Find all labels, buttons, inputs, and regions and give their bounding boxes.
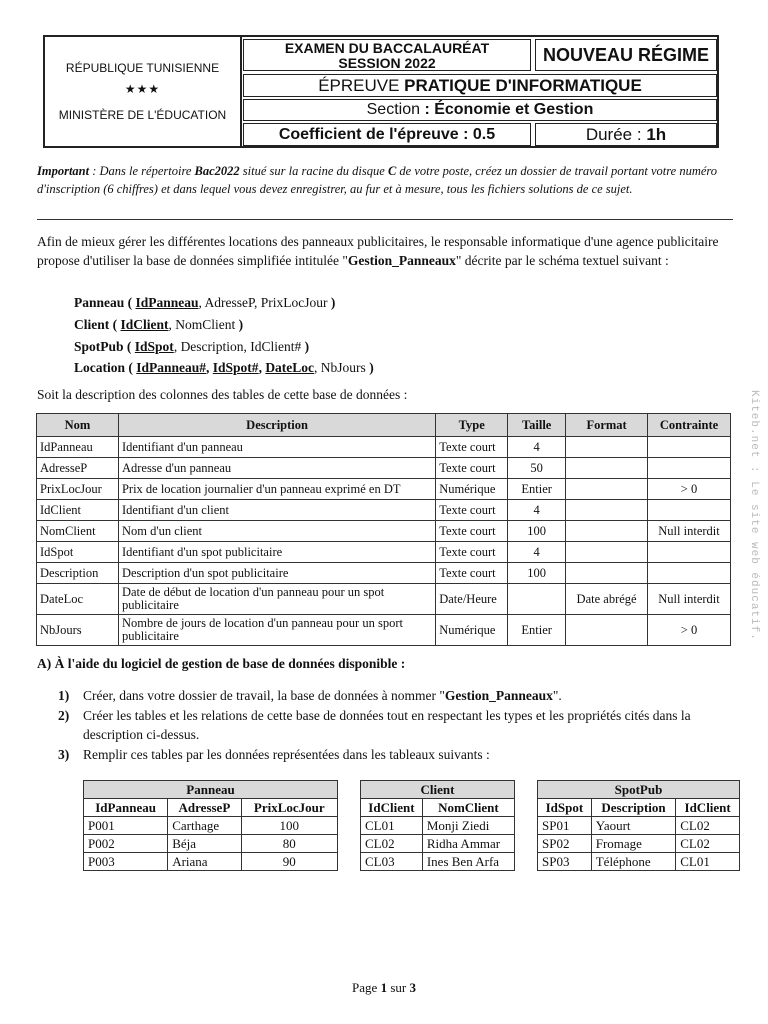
column-header: IdClient bbox=[676, 799, 740, 817]
table-cell: SP02 bbox=[538, 835, 592, 853]
coef-label: Coefficient de l'épreuve : bbox=[278, 126, 473, 143]
task-text: Créer, dans votre dossier de travail, la base de données à nommer " bbox=[83, 688, 445, 703]
epreuve-prefix: ÉPREUVE bbox=[318, 76, 405, 95]
schema-spotpub bbox=[74, 339, 309, 355]
schema-close: ) bbox=[369, 360, 374, 375]
table-cell bbox=[566, 521, 648, 542]
exam-line-1: EXAMEN DU BACCALAURÉAT bbox=[284, 40, 490, 56]
table-header-row bbox=[37, 414, 731, 437]
page-footer bbox=[0, 980, 768, 996]
table-cell: 100 bbox=[508, 521, 566, 542]
schema-fields: , NomClient bbox=[168, 317, 239, 332]
task-text: Créer les tables et les relations de cette base de données tout en respectant les types et les propriétés cités dans la description ci-dessus. bbox=[83, 708, 691, 742]
task-text: Remplir ces tables par les données représentées dans les tableaux suivants : bbox=[83, 747, 490, 762]
table-cell: Nombre de jours de location d'un panneau pour un sport publicitaire bbox=[118, 615, 435, 646]
table-cell: Texte court bbox=[436, 437, 508, 458]
column-header: Description bbox=[591, 799, 676, 817]
task-bold: Gestion_Panneaux bbox=[444, 688, 553, 703]
duree-label: Durée : bbox=[585, 125, 647, 144]
column-header: IdPanneau bbox=[84, 799, 168, 817]
schema-fields: , Description, IdClient# bbox=[173, 339, 305, 354]
table-cell: Description d'un spot publicitaire bbox=[118, 563, 435, 584]
exam-session: SESSION 2022 bbox=[338, 55, 436, 71]
table-cell: Yaourt bbox=[591, 817, 676, 835]
client-data-table bbox=[360, 780, 515, 871]
table-row bbox=[538, 853, 740, 871]
exam-header bbox=[43, 35, 719, 148]
column-header: Format bbox=[566, 414, 648, 437]
table-cell: Identifiant d'un panneau bbox=[118, 437, 435, 458]
table-cell: Monji Ziedi bbox=[422, 817, 514, 835]
column-header: AdresseP bbox=[168, 799, 241, 817]
table-row bbox=[538, 817, 740, 835]
task-number: 3) bbox=[58, 747, 70, 762]
table-cell: Date de début de location d'un panneau pour un spot publicitaire bbox=[118, 584, 435, 615]
table-cell: 100 bbox=[508, 563, 566, 584]
schema-sep: , bbox=[258, 360, 266, 375]
table-row bbox=[361, 817, 515, 835]
table-title: Panneau bbox=[84, 781, 338, 799]
table-cell: CL02 bbox=[676, 817, 740, 835]
table-cell: NbJours bbox=[37, 615, 119, 646]
table-cell: 80 bbox=[241, 835, 337, 853]
table-cell: CL02 bbox=[676, 835, 740, 853]
important-note bbox=[37, 162, 733, 198]
schema-key: IdSpot# bbox=[212, 360, 259, 375]
table-cell: IdSpot bbox=[37, 542, 119, 563]
table-cell: > 0 bbox=[648, 479, 731, 500]
column-header: Description bbox=[118, 414, 435, 437]
table-cell: NomClient bbox=[37, 521, 119, 542]
task-text-end: ". bbox=[552, 688, 562, 703]
table-cell bbox=[648, 500, 731, 521]
table-row bbox=[37, 563, 731, 584]
table-row bbox=[37, 479, 731, 500]
schema-key: IdClient bbox=[120, 317, 169, 332]
column-header: IdClient bbox=[361, 799, 423, 817]
duree-value: 1h bbox=[646, 125, 667, 144]
table-row bbox=[84, 853, 338, 871]
table-row bbox=[361, 835, 515, 853]
table-cell bbox=[566, 458, 648, 479]
table-cell: IdPanneau bbox=[37, 437, 119, 458]
table-cell: Ines Ben Arfa bbox=[422, 853, 514, 871]
schema-table-name: Client ( bbox=[74, 317, 121, 332]
schema-fields: , NbJours bbox=[314, 360, 370, 375]
table-row bbox=[37, 542, 731, 563]
table-cell: Numérique bbox=[436, 615, 508, 646]
intro-text-1: Afin de mieux gérer les différentes locations des panneaux publicitaires, le responsable informatique d'une agence publicitaire propose d'utiliser la base de données simplifiée intitulée " bbox=[37, 234, 719, 268]
table-cell bbox=[648, 458, 731, 479]
schema-panneau bbox=[74, 295, 335, 311]
table-cell bbox=[648, 542, 731, 563]
table-cell: CL01 bbox=[676, 853, 740, 871]
table-cell: Texte court bbox=[436, 500, 508, 521]
table-cell: Null interdit bbox=[648, 584, 731, 615]
table-cell bbox=[566, 563, 648, 584]
table-cell: 50 bbox=[508, 458, 566, 479]
table-row bbox=[84, 817, 338, 835]
schema-client bbox=[74, 317, 243, 333]
epreuve-name: PRATIQUE D'INFORMATIQUE bbox=[404, 76, 642, 95]
folder-name: Bac2022 bbox=[194, 164, 240, 178]
schema-table-name: SpotPub ( bbox=[74, 339, 135, 354]
table-cell: Prix de location journalier d'un panneau exprimé en DT bbox=[118, 479, 435, 500]
spotpub-data-table bbox=[537, 780, 740, 871]
table-cell: Entier bbox=[508, 479, 566, 500]
db-name: Gestion_Panneaux bbox=[347, 253, 456, 268]
column-header: Contrainte bbox=[648, 414, 731, 437]
page-label: Page bbox=[352, 980, 381, 995]
important-label: Important bbox=[37, 164, 90, 178]
table-row bbox=[84, 835, 338, 853]
column-header: IdSpot bbox=[538, 799, 592, 817]
table-cell: Carthage bbox=[168, 817, 241, 835]
table-row bbox=[37, 437, 731, 458]
column-header: PrixLocJour bbox=[241, 799, 337, 817]
table-row bbox=[37, 584, 731, 615]
coefficient bbox=[243, 123, 531, 146]
table-cell: Entier bbox=[508, 615, 566, 646]
table-cell: AdresseP bbox=[37, 458, 119, 479]
table-cell: 100 bbox=[241, 817, 337, 835]
table-cell: CL02 bbox=[361, 835, 423, 853]
section-prefix: Section bbox=[366, 101, 425, 118]
table-cell: Null interdit bbox=[648, 521, 731, 542]
republic-label: RÉPUBLIQUE TUNISIENNE bbox=[65, 61, 220, 75]
table-cell: Fromage bbox=[591, 835, 676, 853]
exam-title bbox=[243, 39, 531, 71]
table-row bbox=[37, 615, 731, 646]
table-cell bbox=[648, 563, 731, 584]
table-cell: Adresse d'un panneau bbox=[118, 458, 435, 479]
ministry-block bbox=[45, 37, 242, 146]
table-cell: Béja bbox=[168, 835, 241, 853]
table-cell: Description bbox=[37, 563, 119, 584]
table-cell: Identifiant d'un spot publicitaire bbox=[118, 542, 435, 563]
column-header: Taille bbox=[508, 414, 566, 437]
table-cell bbox=[566, 542, 648, 563]
schema-close: ) bbox=[304, 339, 310, 354]
table-cell: Texte court bbox=[436, 458, 508, 479]
table-cell: PrixLocJour bbox=[37, 479, 119, 500]
column-header: Nom bbox=[37, 414, 119, 437]
ministry-label: MINISTÈRE DE L'ÉDUCATION bbox=[58, 108, 227, 122]
section-name: : Économie et Gestion bbox=[424, 101, 594, 118]
table-cell bbox=[648, 437, 731, 458]
table-cell: 4 bbox=[508, 542, 566, 563]
table-row bbox=[37, 458, 731, 479]
table-cell: Identifiant d'un client bbox=[118, 500, 435, 521]
important-text-1: : Dans le répertoire bbox=[89, 164, 195, 178]
table-cell: Numérique bbox=[436, 479, 508, 500]
schema-key: IdPanneau# bbox=[136, 360, 207, 375]
table-cell: SP01 bbox=[538, 817, 592, 835]
table-cell: Ridha Ammar bbox=[422, 835, 514, 853]
table-cell bbox=[566, 500, 648, 521]
schema-close: ) bbox=[330, 295, 336, 310]
section-a-title: A) À l'aide du logiciel de gestion de base de données disponible : bbox=[37, 656, 406, 671]
intro-text-2: " décrite par le schéma textuel suivant : bbox=[455, 253, 669, 268]
table-row bbox=[37, 521, 731, 542]
description-intro: Soit la description des colonnes des tables de cette base de données : bbox=[37, 387, 408, 402]
table-cell: Ariana bbox=[168, 853, 241, 871]
column-header: NomClient bbox=[422, 799, 514, 817]
table-cell: P001 bbox=[84, 817, 168, 835]
table-cell bbox=[566, 437, 648, 458]
schema-key: DateLoc bbox=[265, 360, 315, 375]
table-cell: SP03 bbox=[538, 853, 592, 871]
regime-label: NOUVEAU RÉGIME bbox=[535, 39, 717, 71]
disk-name: C bbox=[387, 164, 397, 178]
table-cell: Texte court bbox=[436, 542, 508, 563]
schema-key: IdPanneau bbox=[135, 295, 199, 310]
schema-close: ) bbox=[238, 317, 244, 332]
table-cell: P002 bbox=[84, 835, 168, 853]
table-row bbox=[361, 853, 515, 871]
table-row bbox=[538, 835, 740, 853]
table-cell: > 0 bbox=[648, 615, 731, 646]
table-cell: 4 bbox=[508, 500, 566, 521]
page-of: sur bbox=[387, 980, 410, 995]
table-cell: IdClient bbox=[37, 500, 119, 521]
table-cell bbox=[566, 615, 648, 646]
intro-paragraph bbox=[37, 232, 733, 270]
panneau-data-table bbox=[83, 780, 338, 871]
coef-value: 0.5 bbox=[472, 126, 496, 143]
important-text-2: situé sur la racine du disque bbox=[239, 164, 388, 178]
table-row bbox=[37, 500, 731, 521]
table-cell bbox=[566, 479, 648, 500]
table-cell: Texte court bbox=[436, 563, 508, 584]
duration bbox=[535, 123, 717, 146]
divider bbox=[37, 219, 733, 220]
schema-key: IdSpot bbox=[134, 339, 174, 354]
table-title: Client bbox=[361, 781, 515, 799]
schema-fields: , AdresseP, PrixLocJour bbox=[198, 295, 331, 310]
table-cell: Téléphone bbox=[591, 853, 676, 871]
table-cell bbox=[508, 584, 566, 615]
table-cell: CL01 bbox=[361, 817, 423, 835]
table-cell: Texte court bbox=[436, 521, 508, 542]
table-cell: CL03 bbox=[361, 853, 423, 871]
stars-decoration: ★★★ bbox=[124, 82, 161, 96]
table-cell: Nom d'un client bbox=[118, 521, 435, 542]
schema-table-name: Location ( bbox=[74, 360, 137, 375]
section-label bbox=[243, 99, 717, 121]
table-cell: Date/Heure bbox=[436, 584, 508, 615]
important-text-3: de votre poste, créez un dossier de travail portant votre numéro d'inscription (6 chiffres) et dans lequel vous devez enregistrer, au fur et à mesure, tous les fichiers solutions de ce sujet. bbox=[37, 164, 718, 196]
table-title: SpotPub bbox=[538, 781, 740, 799]
watermark: Kiteb.net : Le site web éducatif. bbox=[748, 390, 760, 641]
table-cell: Date abrégé bbox=[566, 584, 648, 615]
schema-table-name: Panneau ( bbox=[74, 295, 136, 310]
schema-location bbox=[74, 360, 374, 376]
column-header: Type bbox=[436, 414, 508, 437]
columns-description-table bbox=[36, 413, 731, 646]
epreuve-title bbox=[243, 74, 717, 97]
page-number: 1 bbox=[380, 980, 388, 995]
page-total: 3 bbox=[409, 980, 416, 995]
schema-sep: , bbox=[206, 360, 213, 375]
table-cell: DateLoc bbox=[37, 584, 119, 615]
task-number: 2) bbox=[58, 708, 70, 723]
table-cell: 4 bbox=[508, 437, 566, 458]
table-cell: 90 bbox=[241, 853, 337, 871]
task-number: 1) bbox=[58, 688, 70, 703]
table-cell: P003 bbox=[84, 853, 168, 871]
